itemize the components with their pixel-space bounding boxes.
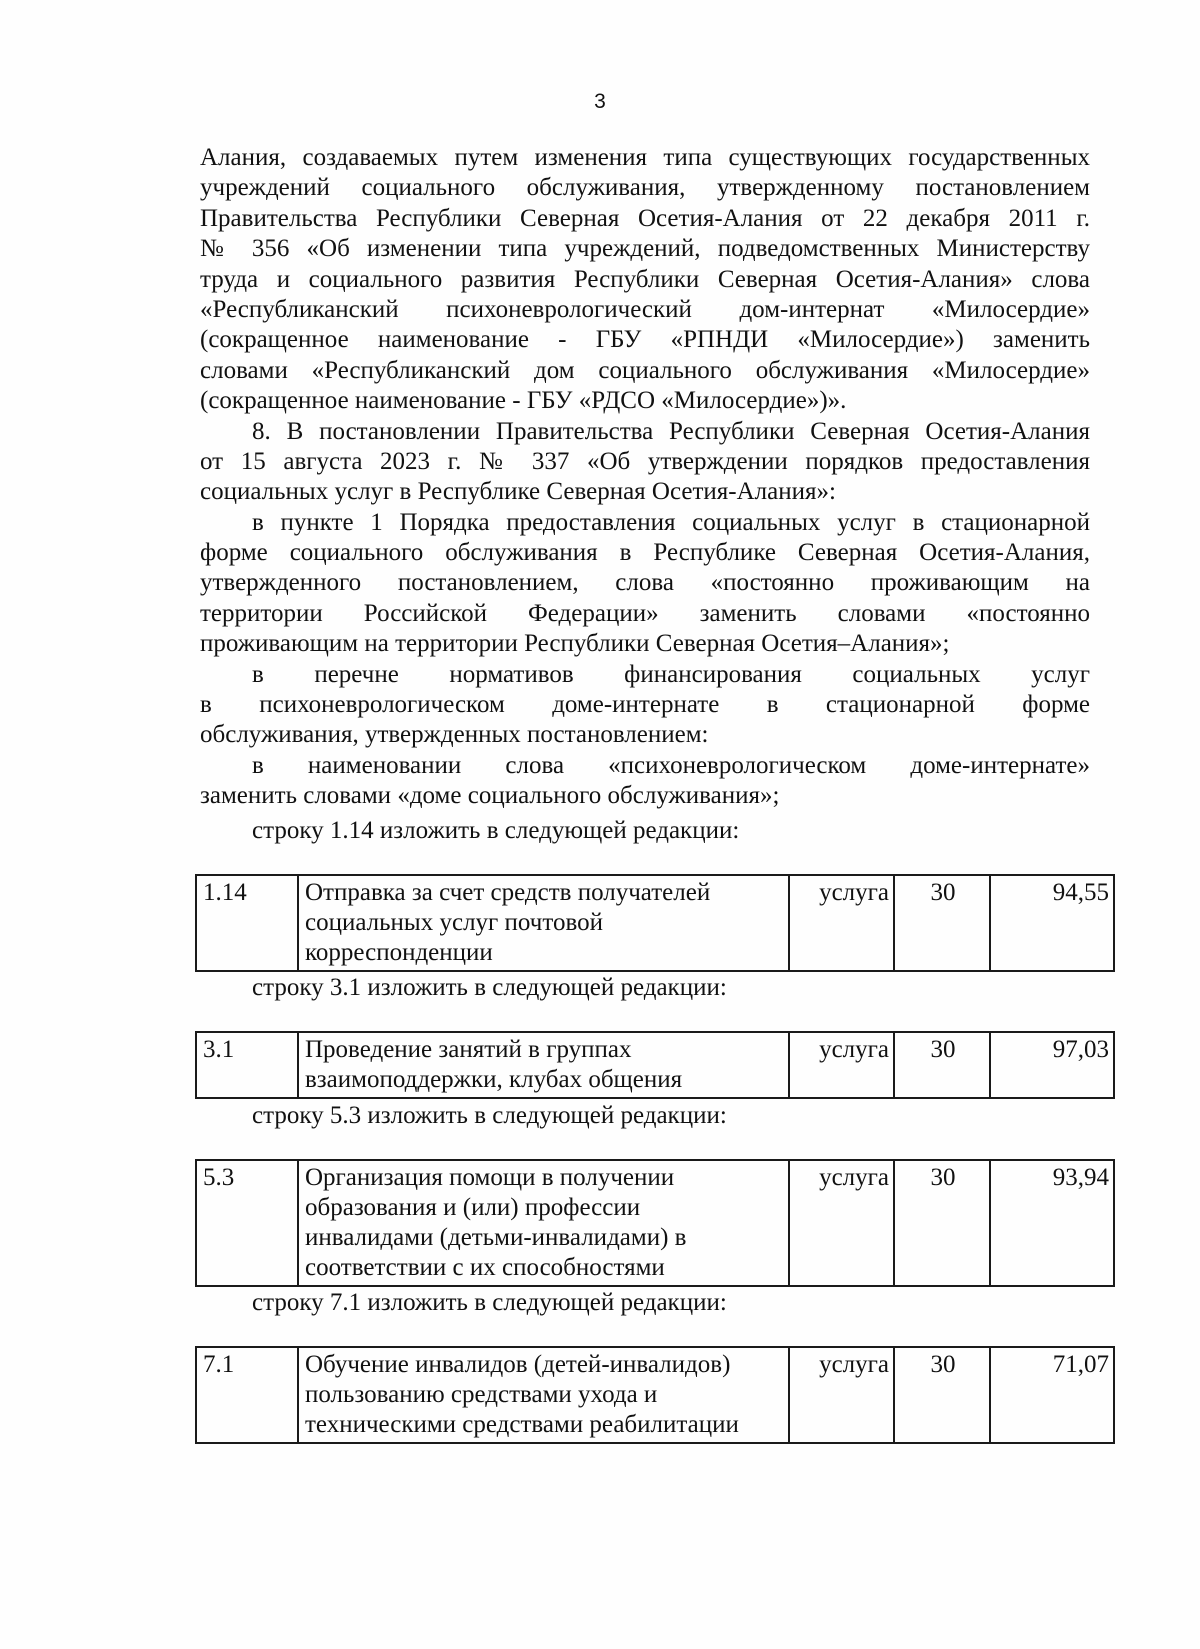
description-line: Отправка за счет средств получателей bbox=[305, 879, 711, 906]
edit-intro: строку 3.1 изложить в следующей редакции: bbox=[252, 974, 727, 1001]
text-line: словами «Республиканский дом социального обслуживания «Милосердие» bbox=[200, 356, 1090, 384]
text-line: Правительства Республики Северная Осетия-Алания от 22 декабря 2011 г. bbox=[200, 204, 1090, 232]
row-quantity: 30 bbox=[894, 1160, 990, 1286]
text-line: социальных услуг в Республике Северная Осетия-Алания»: bbox=[200, 478, 836, 506]
text-line: в наименовании слова «психоневрологическом доме-интернате» bbox=[252, 751, 1090, 779]
text-line: утвержденного постановлением, слова «постоянно проживающим на bbox=[200, 569, 1090, 597]
text-line: (сокращенное наименование - ГБУ «РПНДИ «Милосердие») заменить bbox=[200, 326, 1090, 354]
norm-table-row bbox=[195, 1031, 1115, 1099]
row-price: 94,55 bbox=[990, 875, 1114, 971]
text-line: (сокращенное наименование - ГБУ «РДСО «Милосердие»)». bbox=[200, 387, 847, 415]
description-line: Проведение занятий в группах bbox=[305, 1036, 632, 1063]
row-quantity: 30 bbox=[894, 1347, 990, 1443]
description-line: социальных услуг почтовой bbox=[305, 909, 603, 936]
description-line: взаимоподдержки, клубах общения bbox=[305, 1066, 683, 1093]
norm-table-row bbox=[195, 874, 1115, 972]
description-line: соответствии с их способностями bbox=[305, 1254, 665, 1281]
description-line: Обучение инвалидов (детей-инвалидов) bbox=[305, 1351, 731, 1378]
norm-table-row bbox=[195, 1159, 1115, 1287]
row-number: 1.14 bbox=[196, 875, 298, 971]
edit-intro: строку 7.1 изложить в следующей редакции: bbox=[252, 1289, 727, 1316]
row-unit: услуга bbox=[789, 1347, 894, 1443]
description-line: пользованию средствами ухода и bbox=[305, 1381, 658, 1408]
text-line: от 15 августа 2023 г. № 337 «Об утверждении порядков предоставления bbox=[200, 447, 1090, 475]
row-unit: услуга bbox=[789, 1160, 894, 1286]
text-line: в перечне нормативов финансирования социальных услуг bbox=[252, 660, 1090, 688]
row-description bbox=[298, 1347, 789, 1443]
row-number: 7.1 bbox=[196, 1347, 298, 1443]
description-line: образования и (или) профессии bbox=[305, 1194, 641, 1221]
text-line: заменить словами «доме социального обслуживания»; bbox=[200, 782, 780, 810]
row-price: 71,07 bbox=[990, 1347, 1114, 1443]
text-line: территории Российской Федерации» заменить словами «постоянно bbox=[200, 599, 1090, 627]
edit-intro: строку 5.3 изложить в следующей редакции: bbox=[252, 1102, 727, 1129]
row-description bbox=[298, 1032, 789, 1098]
page-number: 3 bbox=[594, 90, 606, 113]
text-line: в пункте 1 Порядка предоставления социальных услуг в стационарной bbox=[252, 508, 1090, 536]
text-line: 8. В постановлении Правительства Республики Северная Осетия-Алания bbox=[252, 417, 1090, 445]
text-line: форме социального обслуживания в Республике Северная Осетия-Алания, bbox=[200, 539, 1090, 567]
text-line: обслуживания, утвержденных постановлением: bbox=[200, 721, 709, 749]
text-line: в психоневрологическом доме-интернате в стационарной форме bbox=[200, 691, 1090, 719]
text-line: Алания, создаваемых путем изменения типа существующих государственных bbox=[200, 144, 1090, 171]
description-line: инвалидами (детьми-инвалидами) в bbox=[305, 1224, 687, 1251]
row-price: 93,94 bbox=[990, 1160, 1114, 1286]
description-line: Организация помощи в получении bbox=[305, 1164, 675, 1191]
text-line: «Республиканский психоневрологический дом-интернат «Милосердие» bbox=[200, 295, 1090, 323]
row-quantity: 30 bbox=[894, 875, 990, 971]
text-line: труда и социального развития Республики Северная Осетия-Алания» слова bbox=[200, 265, 1090, 293]
row-price: 97,03 bbox=[990, 1032, 1114, 1098]
text-line: № 356 «Об изменении типа учреждений, подведомственных Министерству bbox=[200, 235, 1090, 263]
row-description bbox=[298, 875, 789, 971]
row-description bbox=[298, 1160, 789, 1286]
row-number: 3.1 bbox=[196, 1032, 298, 1098]
row-number: 5.3 bbox=[196, 1160, 298, 1286]
description-line: корреспонденции bbox=[305, 939, 493, 966]
text-line: проживающим на территории Республики Северная Осетия–Алания»; bbox=[200, 630, 950, 658]
norm-table-row bbox=[195, 1346, 1115, 1444]
text-line: учреждений социального обслуживания, утвержденному постановлением bbox=[200, 174, 1090, 202]
row-unit: услуга bbox=[789, 875, 894, 971]
row-quantity: 30 bbox=[894, 1032, 990, 1098]
edit-intro: строку 1.14 изложить в следующей редакции: bbox=[252, 817, 740, 844]
body-text bbox=[200, 143, 1090, 812]
row-unit: услуга bbox=[789, 1032, 894, 1098]
description-line: техническими средствами реабилитации bbox=[305, 1411, 739, 1438]
